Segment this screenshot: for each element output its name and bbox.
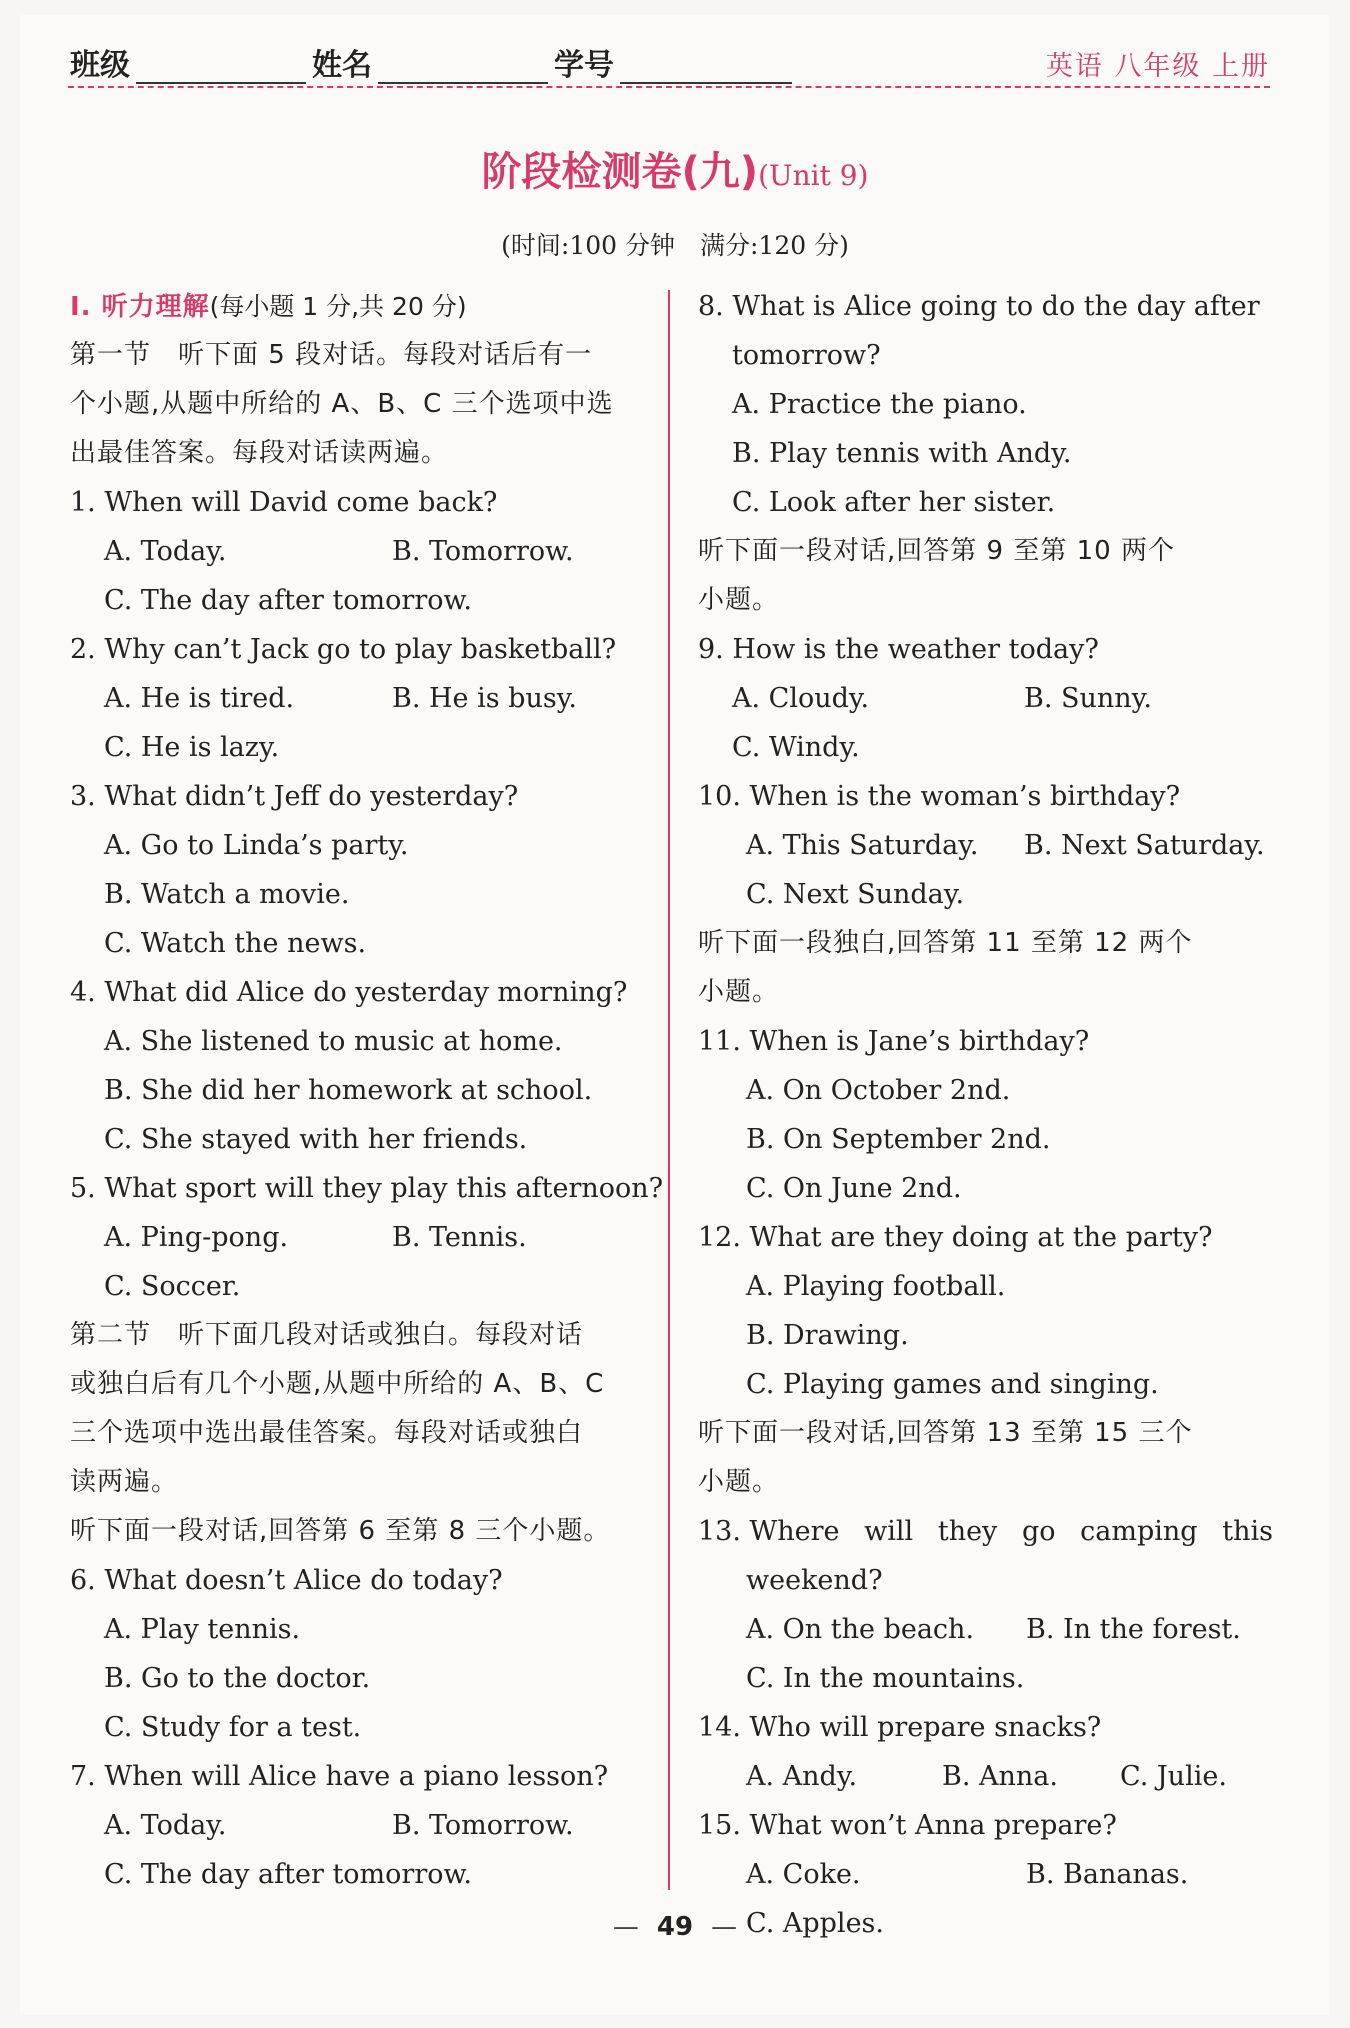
right-column (698, 282, 1273, 1948)
stem-word: 13. Where (698, 1516, 840, 1547)
section-heading: Ⅰ. 听力理解 (70, 292, 210, 322)
stem-word: go (1021, 1516, 1056, 1547)
option-a[interactable]: A. This Saturday. (746, 830, 979, 861)
instruction-line: 三个选项中选出最佳答案。每段对话或独白 (70, 1418, 584, 1448)
option-a[interactable]: A. Andy. (746, 1761, 858, 1792)
question-stem: 1. When will David come back? (70, 487, 498, 518)
option-c[interactable]: C. The day after tomorrow. (104, 585, 472, 616)
stem-word: will (864, 1516, 914, 1547)
header (70, 40, 1270, 90)
question-stem: 6. What doesn’t Alice do today? (70, 1565, 503, 1596)
option-b[interactable]: B. Play tennis with Andy. (732, 438, 1072, 469)
option-c[interactable]: C. Watch the news. (104, 928, 367, 959)
option-a[interactable]: A. On the beach. (746, 1614, 975, 1645)
option-c[interactable]: C. He is lazy. (104, 732, 280, 763)
name-label: 姓名 (312, 48, 372, 83)
page-title (0, 140, 1350, 197)
question-stem: 14. Who will prepare snacks? (698, 1712, 1102, 1743)
option-a[interactable]: A. Today. (104, 536, 227, 567)
subject-label: 英语 八年级 上册 (1045, 51, 1270, 82)
instruction-line: 听下面一段独白,回答第 11 至第 12 两个 (698, 928, 1193, 958)
title-unit: (Unit 9) (758, 159, 869, 192)
option-b[interactable]: B. Tomorrow. (392, 536, 574, 567)
option-c[interactable]: C. Apples. (746, 1908, 884, 1939)
option-c[interactable]: C. She stayed with her friends. (104, 1124, 528, 1155)
option-c[interactable]: C. Look after her sister. (732, 487, 1056, 518)
option-a[interactable]: A. Coke. (746, 1859, 861, 1890)
option-a[interactable]: A. He is tired. (104, 683, 295, 714)
question-stem: 3. What didn’t Jeff do yesterday? (70, 781, 519, 812)
question-stem (698, 282, 1273, 331)
option-a[interactable]: A. She listened to music at home. (104, 1026, 563, 1057)
option-b[interactable]: B. Tomorrow. (392, 1810, 574, 1841)
instruction-line: 小题。 (698, 977, 780, 1007)
page-number: 49 (656, 1912, 694, 1942)
question-stem-continued: weekend? (746, 1565, 883, 1596)
stem-word: they (937, 1516, 998, 1547)
footer-dash-right: — (711, 1912, 738, 1942)
question-stem: 10. When is the woman’s birthday? (698, 781, 1181, 812)
name-blank[interactable] (378, 82, 548, 84)
instruction-line: 个小题,从题中所给的 A、B、C 三个选项中选 (70, 389, 614, 419)
question-stem: 4. What did Alice do yesterday morning? (70, 977, 628, 1008)
option-a[interactable]: A. On October 2nd. (746, 1075, 1011, 1106)
section-note: (每小题 1 分,共 20 分) (209, 292, 467, 321)
option-a[interactable]: A. Playing football. (746, 1271, 1006, 1302)
option-b[interactable]: B. Drawing. (746, 1320, 909, 1351)
option-b[interactable]: B. Go to the doctor. (104, 1663, 371, 1694)
instruction-line: 听下面一段对话,回答第 13 至第 15 三个 (698, 1418, 1193, 1448)
student-id-blank[interactable] (620, 82, 792, 84)
option-b[interactable]: B. He is busy. (392, 683, 577, 714)
question-stem: 7. When will Alice have a piano lesson? (70, 1761, 609, 1792)
option-a[interactable]: A. Practice the piano. (732, 389, 1027, 420)
instruction-line: 小题。 (698, 1467, 780, 1497)
question-stem: 2. Why can’t Jack go to play basketball? (70, 634, 617, 665)
option-b[interactable]: B. Tennis. (392, 1222, 527, 1253)
option-c[interactable]: C. Next Sunday. (746, 879, 965, 910)
instruction-line: 或独白后有几个小题,从题中所给的 A、B、C (70, 1369, 605, 1399)
question-stem: 5. What sport will they play this afternoon? (70, 1173, 664, 1204)
class-blank[interactable] (136, 82, 306, 84)
option-b[interactable]: B. In the forest. (1026, 1614, 1241, 1645)
option-a[interactable]: A. Play tennis. (104, 1614, 301, 1645)
page-footer (0, 1912, 1350, 1942)
option-c[interactable]: C. In the mountains. (746, 1663, 1025, 1694)
question-stem-line: 8. What is Alice going to do the day after (698, 291, 1260, 322)
instruction-line: 第二节 听下面几段对话或独白。每段对话 (70, 1320, 584, 1350)
instruction-line: 读两遍。 (70, 1467, 179, 1497)
option-a[interactable]: A. Cloudy. (732, 683, 870, 714)
option-a[interactable]: A. Ping-pong. (104, 1222, 289, 1253)
option-b[interactable]: B. Bananas. (1026, 1859, 1189, 1890)
left-column (70, 282, 664, 1899)
option-b[interactable]: B. Watch a movie. (104, 879, 350, 910)
column-divider (668, 290, 670, 1890)
question-stem: 9. How is the weather today? (698, 634, 1099, 665)
option-a[interactable]: A. Today. (104, 1810, 227, 1841)
student-id-label: 学号 (554, 48, 614, 83)
exam-meta: (时间:100 分钟 满分:120 分) (501, 231, 849, 260)
option-c[interactable]: C. On June 2nd. (746, 1173, 962, 1204)
class-label: 班级 (70, 48, 130, 83)
question-stem-continued: tomorrow? (732, 340, 881, 371)
title-main: 阶段检测卷(九) (481, 149, 759, 195)
option-c[interactable]: C. Windy. (732, 732, 860, 763)
instruction-line: 听下面一段对话,回答第 6 至第 8 三个小题。 (70, 1516, 611, 1546)
option-c[interactable]: C. Playing games and singing. (746, 1369, 1159, 1400)
option-b[interactable]: B. On September 2nd. (746, 1124, 1051, 1155)
instruction-line: 听下面一段对话,回答第 9 至第 10 两个 (698, 536, 1175, 566)
option-c[interactable]: C. The day after tomorrow. (104, 1859, 472, 1890)
option-b[interactable]: B. Next Saturday. (1024, 830, 1265, 861)
question-stem: 12. What are they doing at the party? (698, 1222, 1213, 1253)
question-stem: 11. When is Jane’s birthday? (698, 1026, 1090, 1057)
question-stem (698, 1507, 1273, 1556)
question-stem: 15. What won’t Anna prepare? (698, 1810, 1117, 1841)
footer-dash-left: — (612, 1912, 639, 1942)
option-b[interactable]: B. Anna. (942, 1761, 1058, 1792)
option-c[interactable]: C. Julie. (1120, 1761, 1227, 1792)
option-c[interactable]: C. Study for a test. (104, 1712, 362, 1743)
stem-word: camping (1080, 1516, 1198, 1547)
stem-word: this (1222, 1516, 1273, 1547)
option-b[interactable]: B. Sunny. (1024, 683, 1152, 714)
option-c[interactable]: C. Soccer. (104, 1271, 241, 1302)
header-divider (68, 86, 1270, 88)
instruction-line: 出最佳答案。每段对话读两遍。 (70, 438, 449, 468)
option-b[interactable]: B. She did her homework at school. (104, 1075, 593, 1106)
instruction-line: 小题。 (698, 585, 780, 615)
instruction-line: 第一节 听下面 5 段对话。每段对话后有一 (70, 340, 593, 370)
option-a[interactable]: A. Go to Linda’s party. (104, 830, 409, 861)
